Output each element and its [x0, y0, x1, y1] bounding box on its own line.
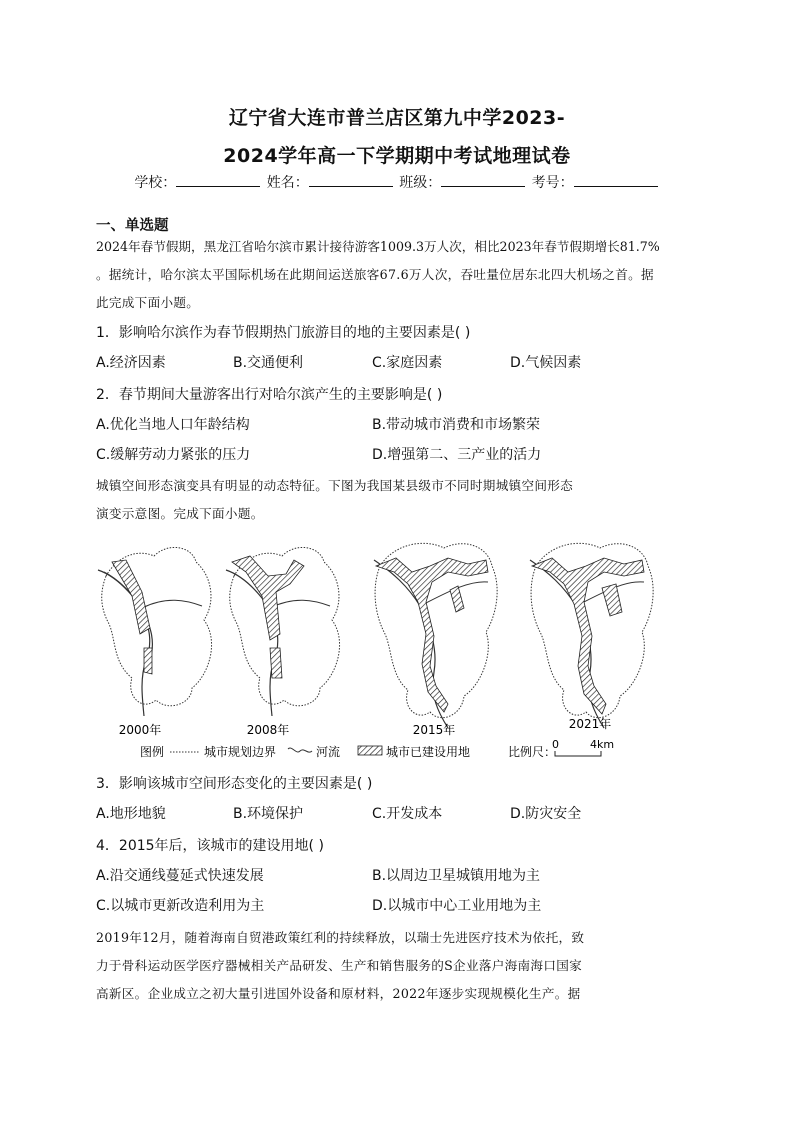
legend-river-symbol [288, 748, 312, 752]
legend-boundary-text: 城市规划边界 [204, 745, 277, 759]
scale-value: 4km [590, 738, 615, 751]
legend-builtup-symbol [358, 746, 382, 755]
q1-option-a[interactable]: A.经济因素 [96, 355, 166, 371]
q4-option-b[interactable]: B.以周边卫星城镇用地为主 [372, 868, 541, 884]
passage-1 [96, 233, 700, 317]
student-info-row [0, 172, 794, 192]
builtup-2008-b [270, 648, 282, 678]
map-2008 [226, 547, 340, 737]
q1-option-c[interactable]: C.家庭因素 [372, 355, 443, 371]
class-blank[interactable] [441, 172, 525, 187]
map-2015 [374, 543, 497, 737]
exam-title-line2: 2024学年高一下学期期中考试地理试卷 [223, 145, 571, 167]
map-2000 [98, 547, 212, 737]
q3-option-a[interactable]: A.地形地貌 [96, 806, 166, 822]
number-blank[interactable] [574, 172, 658, 187]
q1-option-b[interactable]: B.交通便利 [233, 355, 304, 371]
passage-1-line2: 。据统计，哈尔滨太平国际机场在此期间运送旅客67.6万人次，吞吐量位居东北四大机场之首。据 [96, 267, 654, 282]
builtup-2015-a [376, 558, 488, 712]
legend-river-text: 河流 [316, 745, 341, 759]
exam-title-line1: 辽宁省大连市普兰店区第九中学2023- [228, 107, 566, 129]
question-4-stem: 4．2015年后，该城市的建设用地( ) [96, 838, 324, 854]
school-label: 学校： [134, 175, 177, 191]
passage-2-line2: 演变示意图。完成下面小题。 [96, 506, 264, 521]
school-blank[interactable] [176, 172, 260, 187]
builtup-2021-b [602, 584, 622, 616]
passage-2 [96, 472, 700, 528]
river-2008-branch [270, 600, 330, 608]
q3-option-b[interactable]: B.环境保护 [233, 806, 304, 822]
q2-option-b[interactable]: B.带动城市消费和市场繁荣 [372, 417, 541, 433]
passage-1-line3: 此完成下面小题。 [96, 295, 200, 310]
builtup-2008-a [232, 556, 304, 640]
builtup-2000-b [144, 648, 152, 674]
q4-option-d[interactable]: D.以城市中心工业用地为主 [372, 898, 542, 914]
passage-3-line2: 力于骨科运动医学医疗器械相关产品研发、生产和销售服务的S企业落户海南海口国家 [96, 958, 582, 973]
legend-label: 图例 [140, 745, 165, 759]
builtup-2015-b [450, 586, 464, 612]
builtup-2000-a [112, 560, 150, 634]
q2-option-d[interactable]: D.增强第二、三产业的活力 [372, 447, 542, 463]
builtup-2021-a [532, 558, 644, 714]
scale-bar [555, 751, 601, 756]
q1-option-d[interactable]: D.气候因素 [510, 355, 582, 371]
question-3-stem: 3．影响该城市空间形态变化的主要因素是( ) [96, 776, 373, 792]
figure-legend [140, 738, 614, 759]
q3-option-c[interactable]: C.开发成本 [372, 806, 443, 822]
q2-option-c[interactable]: C.缓解劳动力紧张的压力 [96, 447, 251, 463]
q3-option-d[interactable]: D.防灾安全 [510, 806, 582, 822]
passage-3-line3: 高新区。企业成立之初大量引进国外设备和原材料，2022年逐步实现规模化生产。据 [96, 986, 581, 1001]
urban-evolution-figure [96, 536, 706, 766]
year-label-2021: 2021年 [568, 717, 612, 731]
question-2-stem: 2．春节期间大量游客出行对哈尔滨产生的主要影响是( ) [96, 387, 443, 403]
question-1-stem: 1．影响哈尔滨作为春节假期热门旅游目的地的主要因素是( ) [96, 325, 471, 341]
passage-3 [96, 924, 700, 1008]
year-label-2008: 2008年 [246, 723, 290, 737]
legend-builtup-text: 城市已建设用地 [386, 745, 471, 759]
q4-option-c[interactable]: C.以城市更新改造利用为主 [96, 898, 265, 914]
year-label-2015: 2015年 [412, 723, 456, 737]
section-title: 一、单选题 [96, 218, 169, 234]
scale-label: 比例尺： [508, 745, 557, 759]
passage-2-line1: 城镇空间形态演变具有明显的动态特征。下图为我国某县级市不同时期城镇空间形态 [96, 478, 574, 493]
river-2000-branch [142, 600, 202, 608]
name-label: 姓名： [266, 175, 309, 191]
number-label: 考号： [531, 175, 574, 191]
passage-1-line1: 2024年春节假期，黑龙江省哈尔滨市累计接待游客1009.3万人次，相比2023年春节假期增长81.7% [96, 239, 660, 254]
name-blank[interactable] [309, 172, 393, 187]
passage-3-line1: 2019年12月，随着海南自贸港政策红利的持续释放，以瑞士先进医疗技术为依托，致 [96, 930, 585, 945]
q2-option-a[interactable]: A.优化当地人口年龄结构 [96, 417, 250, 433]
year-label-2000: 2000年 [118, 723, 162, 737]
scale-zero: 0 [552, 738, 559, 751]
class-label: 班级： [399, 175, 442, 191]
map-2021 [530, 543, 653, 731]
q4-option-a[interactable]: A.沿交通线蔓延式快速发展 [96, 868, 264, 884]
